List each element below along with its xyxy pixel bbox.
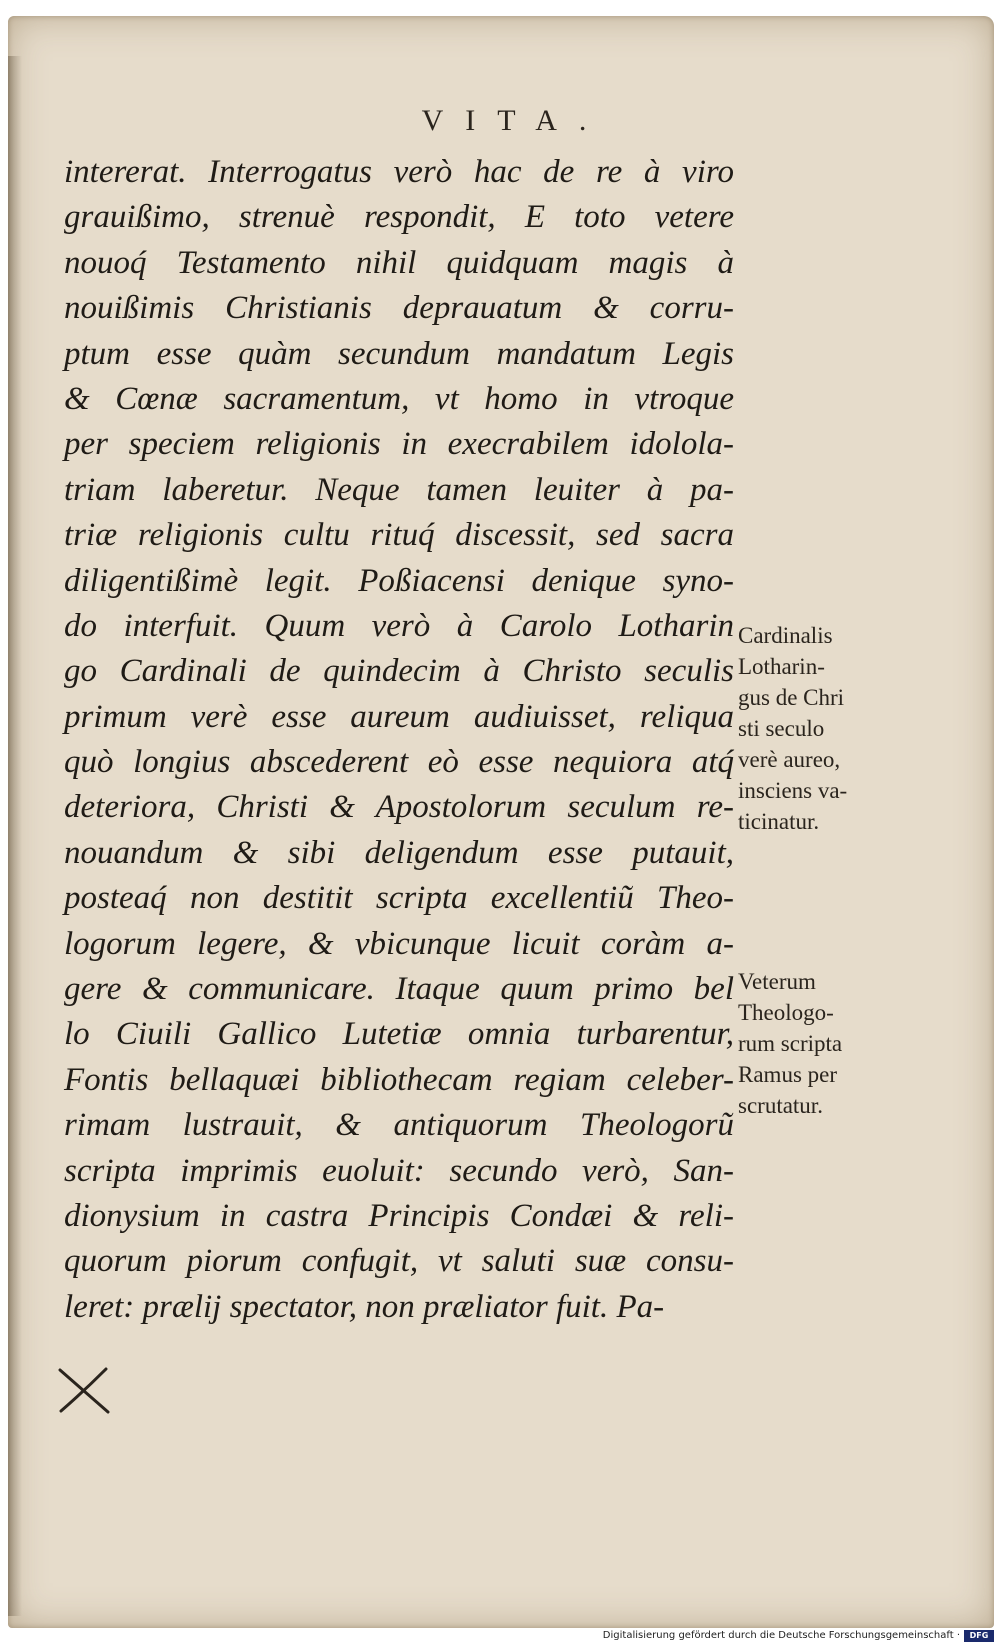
text-line: posteaq́ non destitit scripta excellentiũ Theo-: [64, 880, 734, 917]
text-line: go Cardinali de quindecim à Christo seculis: [64, 653, 734, 690]
text-line: ptum esse quàm secundum mandatum Legis: [64, 335, 734, 372]
text-line: leret: prælij spectator, non præliator fuit. Pa-: [64, 1288, 665, 1325]
text-line: per speciem religionis in execrabilem idolola-: [64, 426, 734, 463]
handwritten-cross-mark: [56, 1366, 112, 1416]
text-line: gere & communicare. Itaque quum primo bel: [64, 971, 734, 1008]
running-head: VITA.: [421, 104, 609, 137]
marginal-line: insciens va-: [738, 778, 848, 803]
marginal-line: verè aureo,: [738, 747, 841, 772]
text-line: triam laberetur. Neque tamen leuiter à pa-: [64, 471, 734, 508]
dfg-logo: DFG: [964, 1630, 994, 1642]
text-line: diligentißimè legit. Poßiacensi denique syno-: [64, 562, 734, 599]
text-line: Fontis bellaquæi bibliothecam regiam celeber-: [64, 1061, 734, 1098]
marginal-line: Ramus per: [738, 1062, 838, 1087]
text-line: intererat. Interrogatus verò hac de re à viro: [64, 154, 734, 190]
page-binding-shadow: [8, 56, 22, 1616]
text-line: do interfuit. Quum verò à Carolo Lotharin: [64, 607, 734, 644]
text-line: logorum legere, & vbicunque licuit coràm a-: [64, 925, 734, 962]
marginal-note-veterum: [738, 966, 888, 1121]
marginal-note-cardinalis: [738, 620, 888, 837]
digitization-credit: Digitalisierung gefördert durch die Deutsche Forschungsgemeinschaft ·: [602, 1630, 960, 1641]
text-line: grauißimo, strenuè respondit, E toto vetere: [64, 199, 734, 236]
text-line: nouoq́ Testamento nihil quidquam magis à: [64, 244, 734, 281]
text-line: triæ religionis cultu rituq́ discessit, sed sacra: [64, 517, 734, 554]
main-text-block: [64, 150, 734, 1330]
text-line: lo Ciuili Gallico Lutetiæ omnia turbarentur,: [64, 1016, 734, 1053]
text-line: primum verè esse aureum audiuisset, reliqua: [64, 698, 734, 735]
text-line: rimam lustrauit, & antiquorum Theologorũ: [64, 1107, 734, 1144]
text-line: deteriora, Christi & Apostolorum seculum re-: [64, 789, 734, 826]
marginal-line: sti seculo: [738, 716, 825, 741]
marginal-line: ticinatur.: [738, 809, 820, 834]
marginal-line: gus de Chri: [738, 685, 845, 710]
text-line: quò longius abscederent eò esse nequiora atq́: [64, 744, 734, 781]
marginal-line: rum scripta: [738, 1031, 843, 1056]
marginal-line: Lotharin-: [738, 654, 825, 679]
text-line: nouißimis Christianis deprauatum & corru-: [64, 290, 734, 327]
marginal-line: Veterum: [738, 969, 816, 994]
text-line: scripta imprimis euoluit: secundo verò, San-: [64, 1152, 734, 1189]
text-line: dionysium in castra Principis Condæi & reli-: [64, 1197, 734, 1234]
text-line: & Cœnæ sacramentum, vt homo in vtroque: [64, 380, 734, 417]
marginal-line: Cardinalis: [738, 623, 833, 648]
marginal-line: Theologo-: [738, 1000, 834, 1025]
marginal-line: scrutatur.: [738, 1093, 823, 1118]
text-line: nouandum & sibi deligendum esse putauit,: [64, 834, 734, 871]
text-line: quorum piorum confugit, vt saluti suæ consu-: [64, 1243, 734, 1280]
